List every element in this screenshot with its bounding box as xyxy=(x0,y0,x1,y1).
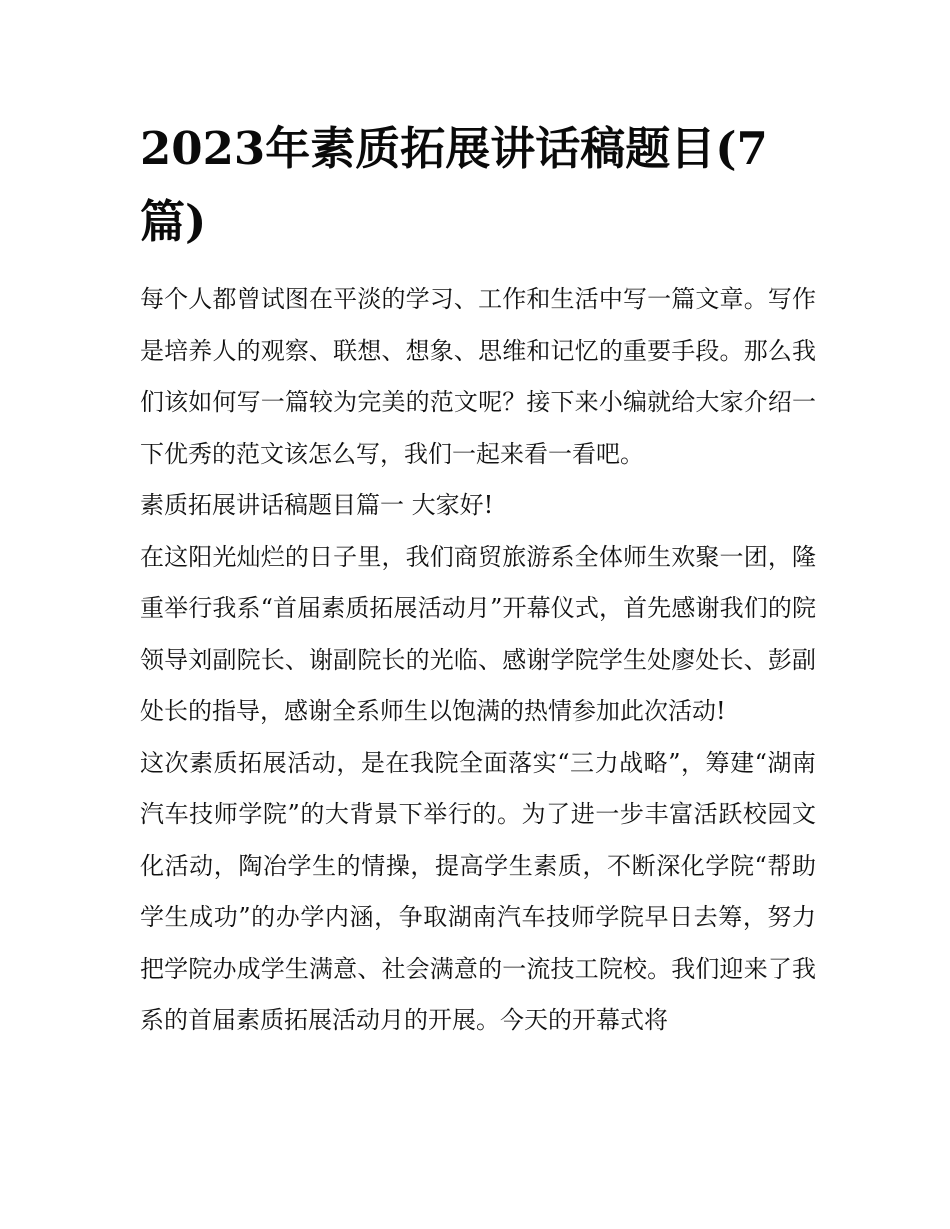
paragraph-opening: 在这阳光灿烂的日子里，我们商贸旅游系全体师生欢聚一团，隆重举行我系“首届素质拓展活动月”开幕仪式，首先感谢我们的院领导刘副院长、谢副院长的光临、感谢学院学生处廖处长、彭副处长的指导，感谢全系师生以饱满的热情参加此次活动! xyxy=(140,542,816,725)
paragraph-intro: 每个人都曾试图在平淡的学习、工作和生活中写一篇文章。写作是培养人的观察、联想、想象、思维和记忆的重要手段。那么我们该如何写一篇较为完美的范文呢？接下来小编就给大家介绍一下优秀的范文该怎么写，我们一起来看一看吧。 xyxy=(140,285,816,468)
paragraph-background: 这次素质拓展活动，是在我院全面落实“三力战略”，筹建“湖南汽车技师学院”的大背景下举行的。为了进一步丰富活跃校园文化活动，陶冶学生的情操，提高学生素质，不断深化学院“帮助学生成功”的办学内涵，争取湖南汽车技师学院早日去筹，努力把学院办成学生满意、社会满意的一流技工院校。我们迎来了我系的首届素质拓展活动月的开展。今天的开幕式将 xyxy=(140,748,816,1034)
document-title: 2023年素质拓展讲话稿题目(7篇) xyxy=(140,122,768,248)
paragraph-section-heading: 素质拓展讲话稿题目篇一 大家好! xyxy=(140,491,494,519)
document-body xyxy=(140,274,816,1047)
